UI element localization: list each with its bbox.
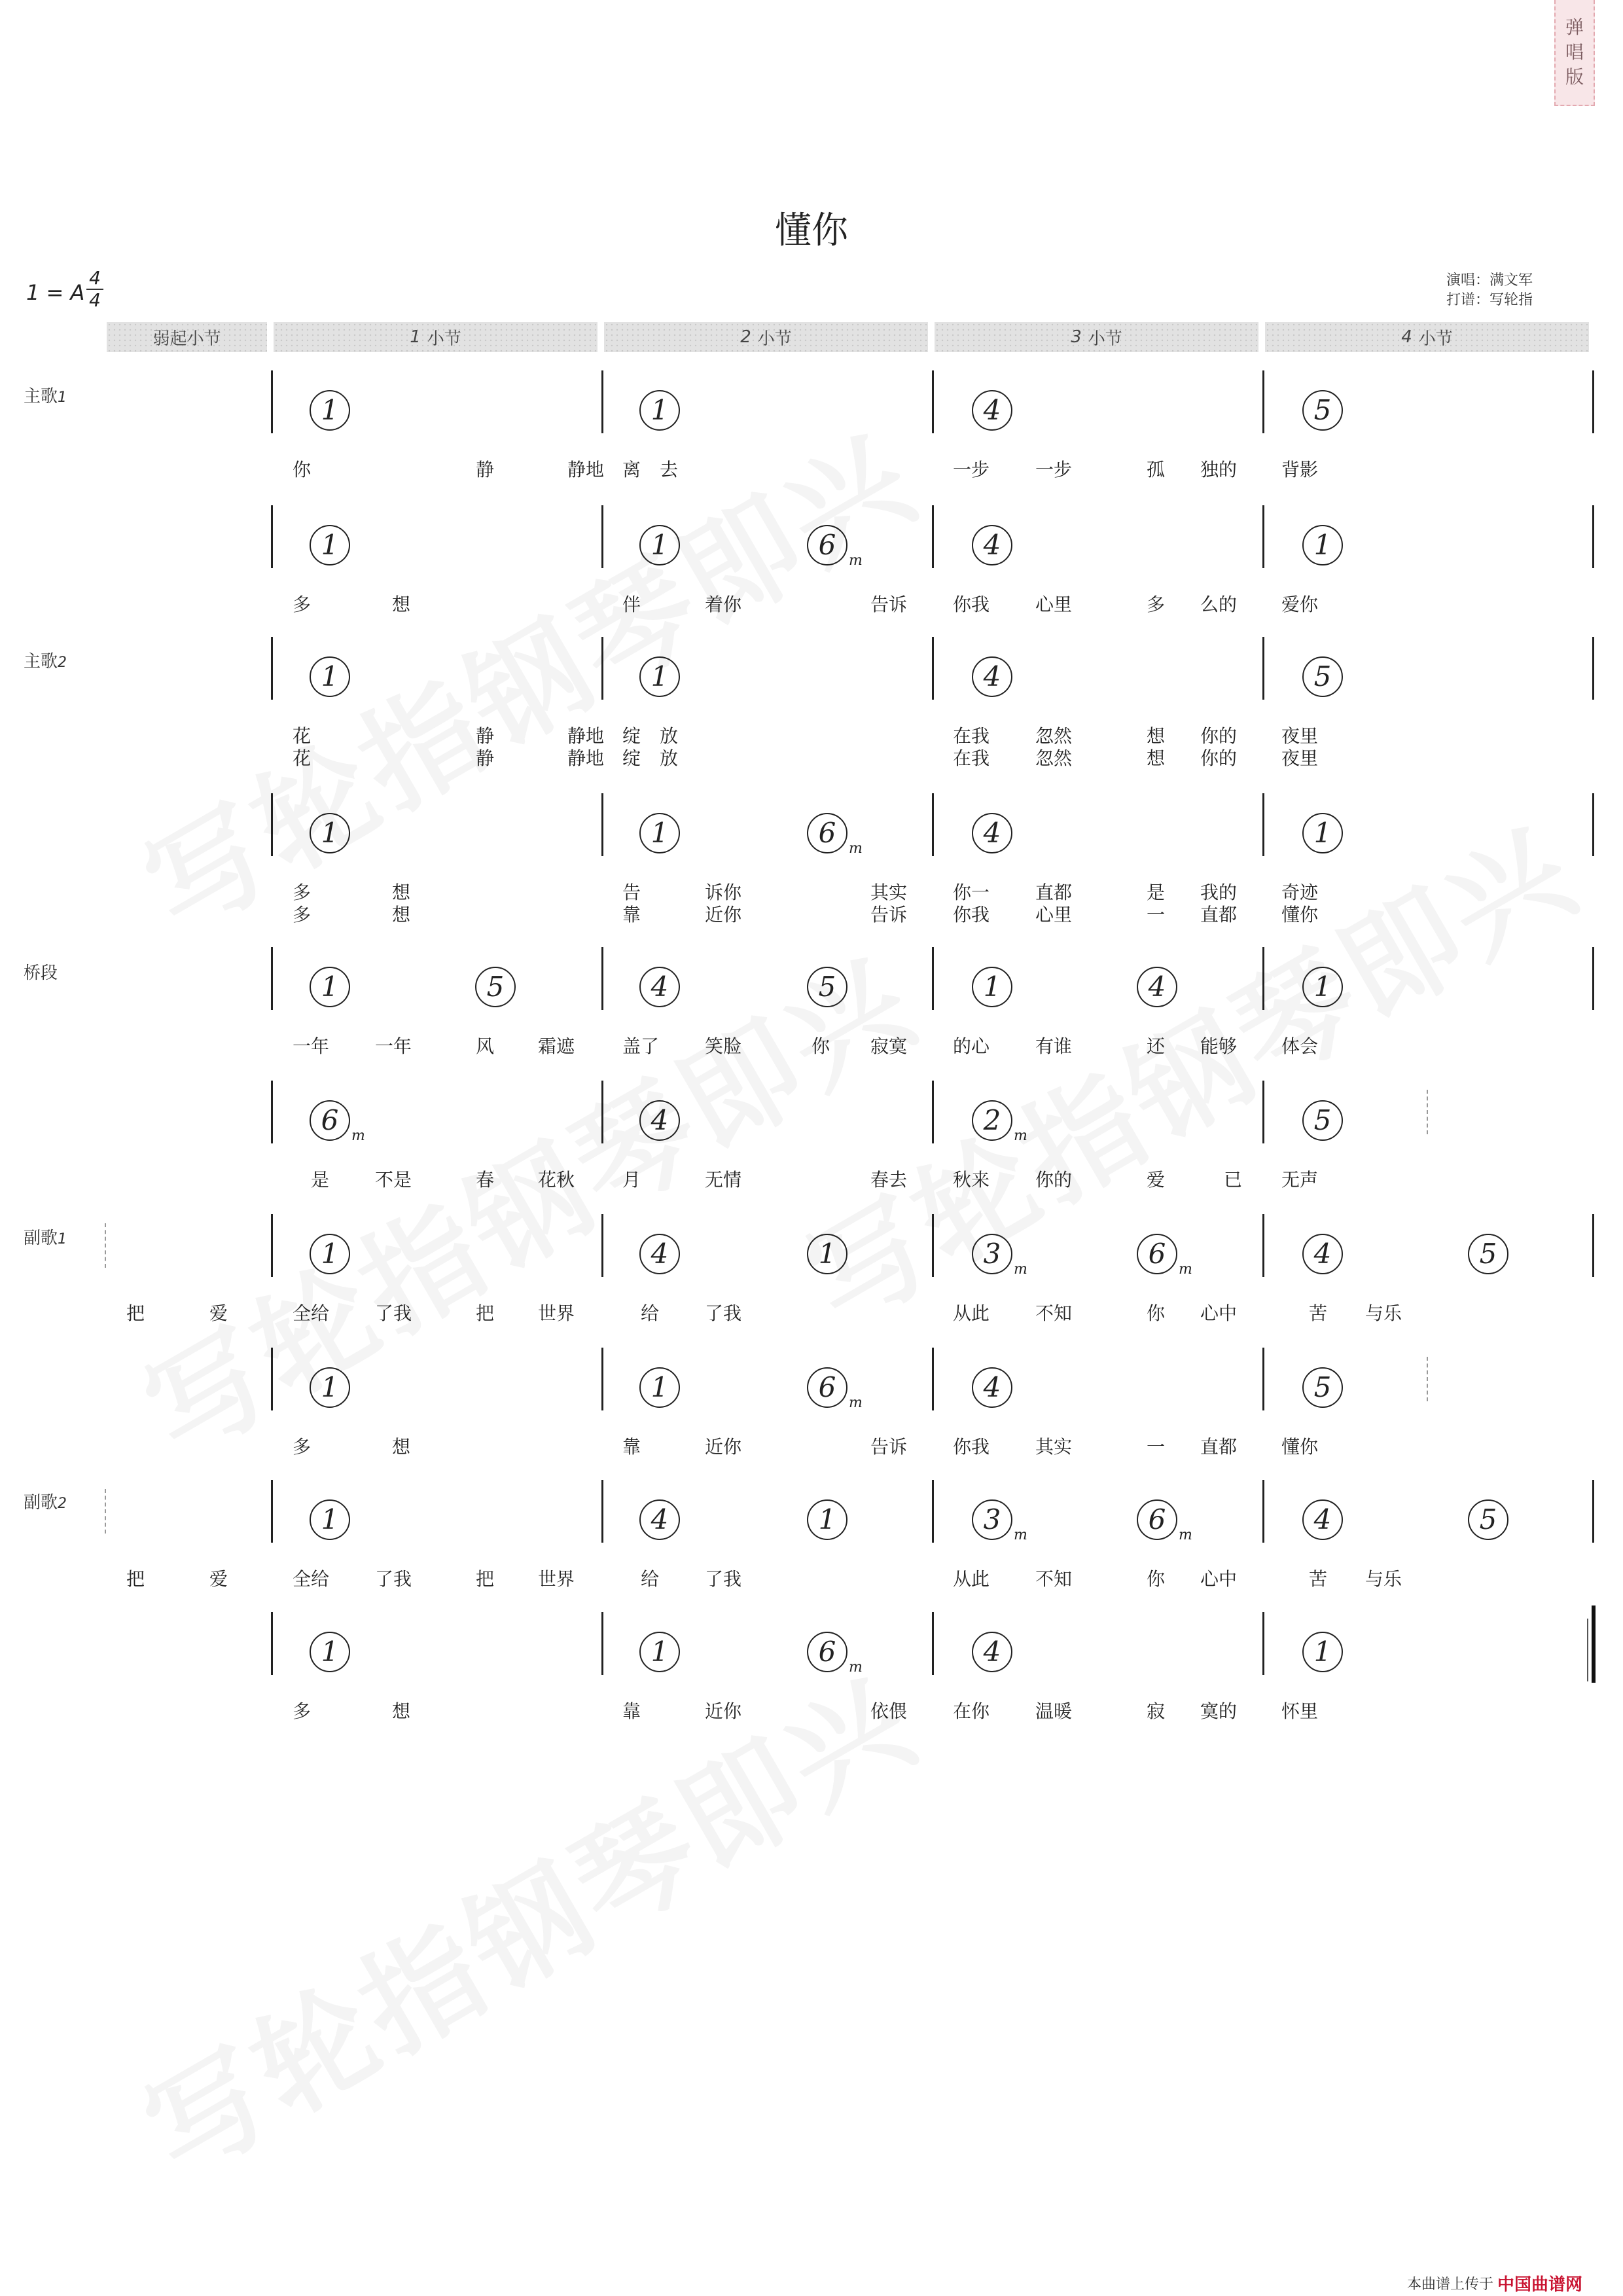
lyric-word: 无情 [705, 1169, 742, 1191]
lyric-word: 多 [293, 594, 312, 615]
lyric-word: 在你 [953, 1700, 990, 1722]
measure-header [274, 322, 597, 352]
badge-char: 版 [1565, 66, 1584, 88]
chord-degree: 4 [972, 1367, 1012, 1408]
lyric-word: 夜里 [1281, 747, 1319, 769]
lyric-word: 全给 [293, 1302, 330, 1324]
lyric-word: 离 [622, 459, 641, 480]
time-signature [86, 268, 103, 310]
chord-degree: 1 [639, 390, 680, 431]
chord-degree: 6 [1137, 1234, 1177, 1274]
lyric-word: 其实 [870, 882, 908, 903]
section-label: 桥段 [24, 963, 58, 983]
lyric-word: 你我 [953, 594, 990, 615]
lyric-word: 能够 [1200, 1035, 1238, 1057]
barline [1262, 1214, 1264, 1277]
lyric-word: 花秋 [538, 1169, 575, 1191]
lyric-word: 多 [293, 882, 312, 903]
lyric-word: 一步 [953, 459, 990, 480]
chord-degree: 5 [1468, 1234, 1508, 1274]
repeat-dash [1427, 1357, 1428, 1401]
barline [601, 947, 603, 1010]
measure-number: 1 [410, 327, 421, 347]
lyric-word: 靠 [622, 904, 641, 925]
time-signature-bottom: 4 [89, 289, 101, 311]
lyric-word: 把 [476, 1568, 495, 1590]
lyric-word: 霜遮 [538, 1035, 575, 1057]
chord-degree: 4 [972, 390, 1012, 431]
lyric-word: 风 [476, 1035, 495, 1057]
lyric-word: 有谁 [1035, 1035, 1073, 1057]
barline [1262, 1612, 1264, 1675]
lyric-word: 告诉 [870, 904, 908, 925]
chord-degree: 1 [972, 967, 1012, 1007]
lyric-word: 放 [660, 747, 679, 769]
chord-quality: m [849, 552, 863, 569]
chord-quality: m [351, 1128, 365, 1144]
barline [932, 637, 934, 700]
lyric-word: 心里 [1035, 594, 1073, 615]
lyric-word: 心中 [1200, 1568, 1238, 1590]
chord-quality: m [1014, 1527, 1027, 1543]
chord-quality: m [1014, 1128, 1027, 1144]
chord-degree: 4 [639, 1234, 680, 1274]
time-signature-top: 4 [89, 267, 101, 289]
barline [1262, 370, 1264, 433]
measure-header [935, 322, 1258, 352]
chord-degree: 1 [639, 1632, 680, 1672]
barline [601, 1480, 603, 1543]
lyric-word: 从此 [953, 1568, 990, 1590]
chord-degree: 6 [1137, 1499, 1177, 1540]
chord-degree: 1 [310, 1367, 350, 1408]
lyric-word: 把 [126, 1302, 145, 1324]
lyric-word: 寞的 [1200, 1700, 1238, 1722]
lyric-word: 你 [293, 459, 312, 480]
lyric-word: 静地 [567, 747, 605, 769]
lyric-word: 多 [1147, 594, 1166, 615]
lyric-word: 多 [293, 1436, 312, 1458]
barline [932, 947, 934, 1010]
measure-header [107, 322, 267, 352]
chord-degree: 1 [310, 1499, 350, 1540]
barline [1592, 370, 1594, 433]
measure-number: 4 [1401, 327, 1412, 347]
barline [271, 637, 273, 700]
chord-degree: 5 [475, 967, 516, 1007]
lyric-word: 一 [1147, 1436, 1166, 1458]
chord-degree: 5 [1302, 390, 1343, 431]
footer [1407, 2271, 1582, 2295]
lyric-word: 了我 [375, 1302, 412, 1324]
chord-degree: 6 [807, 525, 847, 565]
barline [1262, 1348, 1264, 1410]
lyric-word: 寂 [1147, 1700, 1166, 1722]
lyric-word: 春 [476, 1169, 495, 1191]
barline [932, 1348, 934, 1410]
lyric-word: 静地 [567, 725, 605, 747]
lyric-word: 静 [476, 725, 495, 747]
lyric-word: 直都 [1200, 1436, 1238, 1458]
barline [601, 793, 603, 856]
lyric-word: 近你 [705, 904, 742, 925]
measure-header-label: 小节 [1418, 329, 1453, 349]
lyric-word: 心中 [1200, 1302, 1238, 1324]
lyric-word: 还 [1147, 1035, 1166, 1057]
measure-number: 3 [1071, 327, 1082, 347]
barline [271, 1480, 273, 1543]
barline [1592, 1214, 1594, 1277]
lyric-word: 想 [392, 1700, 411, 1722]
lyric-word: 笑脸 [705, 1035, 742, 1057]
lyric-word: 去 [660, 459, 679, 480]
chord-degree: 4 [639, 1499, 680, 1540]
lyric-word: 绽 [622, 725, 641, 747]
chord-quality: m [849, 1659, 863, 1676]
chord-degree: 6 [807, 1367, 847, 1408]
barline [1262, 793, 1264, 856]
barline [1592, 793, 1594, 856]
arrangement-badge [1554, 0, 1595, 106]
chord-degree: 1 [310, 1234, 350, 1274]
watermark [111, 387, 942, 964]
chord-degree: 1 [310, 813, 350, 853]
lyric-word: 爱 [209, 1302, 228, 1324]
lyric-word: 忽然 [1035, 725, 1073, 747]
chord-degree: 6 [310, 1100, 350, 1141]
lyric-word: 是 [311, 1169, 330, 1191]
lyric-word: 全给 [293, 1568, 330, 1590]
lyric-word: 不知 [1035, 1302, 1073, 1324]
lyric-word: 把 [126, 1568, 145, 1590]
lyric-word: 爱你 [1281, 594, 1319, 615]
lyric-word: 直都 [1200, 904, 1238, 925]
lyric-word: 我的 [1200, 882, 1238, 903]
lyric-word: 么的 [1200, 594, 1238, 615]
footer-text: 本曲谱上传于 [1407, 2276, 1494, 2293]
measure-header-label: 小节 [427, 329, 461, 349]
lyric-word: 多 [293, 1700, 312, 1722]
repeat-dash [1427, 1090, 1428, 1134]
lyric-word: 了我 [375, 1568, 412, 1590]
barline [271, 505, 273, 568]
barline [1592, 947, 1594, 1010]
pickup-dash [105, 1489, 106, 1534]
lyric-word: 无声 [1281, 1169, 1319, 1191]
lyric-word: 静地 [567, 459, 605, 480]
lyric-word: 奇迹 [1281, 882, 1319, 903]
chord-quality: m [849, 1395, 863, 1411]
lyric-word: 春去 [870, 1169, 908, 1191]
barline [1592, 505, 1594, 568]
lyric-word: 秋来 [953, 1169, 990, 1191]
lyric-word: 苦 [1309, 1302, 1328, 1324]
chord-degree: 5 [1302, 1100, 1343, 1141]
lyric-word: 是 [1147, 882, 1166, 903]
lyric-word: 怀里 [1281, 1700, 1319, 1722]
chord-quality: m [1179, 1527, 1192, 1543]
chord-quality: m [1014, 1261, 1027, 1278]
lyric-word: 给 [641, 1302, 660, 1324]
site-logo: 中国曲谱网 [1497, 2275, 1583, 2295]
lyric-word: 花 [293, 747, 312, 769]
chord-degree: 1 [807, 1499, 847, 1540]
lyric-word: 想 [392, 882, 411, 903]
lyric-word: 了我 [705, 1568, 742, 1590]
lyric-word: 忽然 [1035, 747, 1073, 769]
lyric-word: 苦 [1309, 1568, 1328, 1590]
chord-degree: 1 [310, 1632, 350, 1672]
lyric-word: 其实 [1035, 1436, 1073, 1458]
chord-degree: 1 [310, 390, 350, 431]
badge-char: 弹 [1565, 16, 1584, 38]
chord-degree: 4 [639, 1100, 680, 1141]
lyric-word: 你我 [953, 1436, 990, 1458]
chord-degree: 1 [1302, 813, 1343, 853]
lyric-word: 一年 [375, 1035, 412, 1057]
chord-degree: 5 [1302, 656, 1343, 697]
chord-degree: 4 [972, 656, 1012, 697]
lyric-word: 从此 [953, 1302, 990, 1324]
measure-header [604, 322, 928, 352]
barline [1262, 505, 1264, 568]
credits [1446, 271, 1533, 310]
chord-degree: 4 [639, 967, 680, 1007]
lyric-word: 想 [392, 904, 411, 925]
chord-degree: 1 [639, 525, 680, 565]
lyric-word: 独的 [1200, 459, 1238, 480]
badge-char: 唱 [1565, 41, 1584, 63]
barline [932, 370, 934, 433]
lyric-word: 世界 [538, 1302, 575, 1324]
lyric-word: 想 [1147, 725, 1166, 747]
section-label: 主歌1 [24, 387, 67, 406]
chord-degree: 5 [807, 967, 847, 1007]
lyric-word: 静 [476, 747, 495, 769]
lyric-word: 你我 [953, 904, 990, 925]
section-label: 主歌2 [24, 652, 67, 672]
lyric-word: 懂你 [1281, 904, 1319, 925]
lyric-word: 夜里 [1281, 725, 1319, 747]
chord-degree: 2 [972, 1100, 1012, 1141]
lyric-word: 想 [392, 1436, 411, 1458]
barline [932, 1612, 934, 1675]
barline [1262, 637, 1264, 700]
chord-degree: 4 [972, 525, 1012, 565]
barline [601, 1348, 603, 1410]
lyric-word: 多 [293, 904, 312, 925]
lyric-word: 近你 [705, 1436, 742, 1458]
measure-header [1265, 322, 1589, 352]
lyric-word: 心里 [1035, 904, 1073, 925]
lyric-word: 一年 [293, 1035, 330, 1057]
lyric-word: 告诉 [870, 1436, 908, 1458]
lyric-word: 一步 [1035, 459, 1073, 480]
barline [932, 1480, 934, 1543]
lyric-word: 背影 [1281, 459, 1319, 480]
lyric-word: 在我 [953, 725, 990, 747]
lyric-word: 伴 [622, 594, 641, 615]
chord-degree: 1 [310, 967, 350, 1007]
lyric-word: 已 [1224, 1169, 1243, 1191]
lyric-word: 告诉 [870, 594, 908, 615]
chord-degree: 4 [1137, 967, 1177, 1007]
chord-degree: 1 [639, 656, 680, 697]
chord-degree: 3 [972, 1234, 1012, 1274]
chord-degree: 4 [1302, 1499, 1343, 1540]
chord-degree: 1 [639, 813, 680, 853]
lyric-word: 着你 [705, 594, 742, 615]
lyric-word: 静 [476, 459, 495, 480]
key-signature: 1 = A [26, 280, 85, 305]
transcriber-credit: 打谱：写轮指 [1446, 292, 1533, 308]
barline [932, 793, 934, 856]
lyric-word: 体会 [1281, 1035, 1319, 1057]
lyric-word: 一 [1147, 904, 1166, 925]
chord-degree: 5 [1302, 1367, 1343, 1408]
lyric-word: 告 [622, 882, 641, 903]
chord-degree: 4 [972, 1632, 1012, 1672]
chord-degree: 1 [1302, 525, 1343, 565]
lyric-word: 了我 [705, 1302, 742, 1324]
lyric-word: 与乐 [1365, 1302, 1402, 1324]
lyric-word: 你的 [1200, 725, 1238, 747]
lyric-word: 爱 [1147, 1169, 1166, 1191]
lyric-word: 与乐 [1365, 1568, 1402, 1590]
barline [1592, 1480, 1594, 1543]
lyric-word: 你 [1147, 1302, 1166, 1324]
chord-degree: 1 [639, 1367, 680, 1408]
barline [1592, 637, 1594, 700]
chord-degree: 6 [807, 1632, 847, 1672]
song-title: 懂你 [775, 209, 848, 252]
singer-credit: 演唱：满文军 [1446, 272, 1533, 289]
lyric-word: 把 [476, 1302, 495, 1324]
measure-number: 2 [740, 327, 751, 347]
lyric-word: 你的 [1035, 1169, 1073, 1191]
lyric-word: 近你 [705, 1700, 742, 1722]
lyric-word: 懂你 [1281, 1436, 1319, 1458]
lyric-word: 靠 [622, 1436, 641, 1458]
lyric-word: 在我 [953, 747, 990, 769]
measure-header-label: 小节 [757, 329, 792, 349]
pickup-dash [105, 1223, 106, 1268]
lyric-word: 你一 [953, 882, 990, 903]
lyric-word: 想 [1147, 747, 1166, 769]
chord-quality: m [1179, 1261, 1192, 1278]
chord-degree: 1 [807, 1234, 847, 1274]
final-barline [1592, 1605, 1596, 1683]
barline [271, 1081, 273, 1143]
lyric-word: 不是 [375, 1169, 412, 1191]
lyric-word: 绽 [622, 747, 641, 769]
chord-degree: 6 [807, 813, 847, 853]
lyric-word: 你的 [1200, 747, 1238, 769]
lyric-word: 孤 [1147, 459, 1166, 480]
chord-degree: 4 [972, 813, 1012, 853]
chord-degree: 1 [310, 525, 350, 565]
lyric-word: 诉你 [705, 882, 742, 903]
lyric-word: 不知 [1035, 1568, 1073, 1590]
lyric-word: 给 [641, 1568, 660, 1590]
lyric-word: 爱 [209, 1568, 228, 1590]
barline [1587, 1619, 1588, 1681]
watermark [111, 1631, 942, 2208]
lyric-word: 依偎 [870, 1700, 908, 1722]
barline [271, 370, 273, 433]
chord-degree: 5 [1468, 1499, 1508, 1540]
lyric-word: 靠 [622, 1700, 641, 1722]
measure-header-label: 弱起小节 [152, 329, 221, 349]
lyric-word: 你 [812, 1035, 830, 1057]
section-label: 副歌2 [24, 1493, 67, 1513]
lyric-word: 月 [622, 1169, 641, 1191]
section-label: 副歌1 [24, 1229, 67, 1248]
lyric-word: 你 [1147, 1568, 1166, 1590]
barline [601, 370, 603, 433]
chord-degree: 4 [1302, 1234, 1343, 1274]
chord-degree: 3 [972, 1499, 1012, 1540]
lyric-word: 的心 [953, 1035, 990, 1057]
lyric-word: 想 [392, 594, 411, 615]
lyric-word: 放 [660, 725, 679, 747]
chord-degree: 1 [310, 656, 350, 697]
lyric-word: 盖了 [622, 1035, 660, 1057]
chord-degree: 1 [1302, 967, 1343, 1007]
lyric-word: 世界 [538, 1568, 575, 1590]
lyric-word: 花 [293, 725, 312, 747]
lyric-word: 寂寞 [870, 1035, 908, 1057]
chord-quality: m [849, 840, 863, 857]
lyric-word: 温暖 [1035, 1700, 1073, 1722]
chord-degree: 1 [1302, 1632, 1343, 1672]
lyric-word: 直都 [1035, 882, 1073, 903]
measure-header-label: 小节 [1088, 329, 1122, 349]
barline [271, 1612, 273, 1675]
barline [271, 947, 273, 1010]
barline [1262, 1480, 1264, 1543]
barline [601, 1612, 603, 1675]
